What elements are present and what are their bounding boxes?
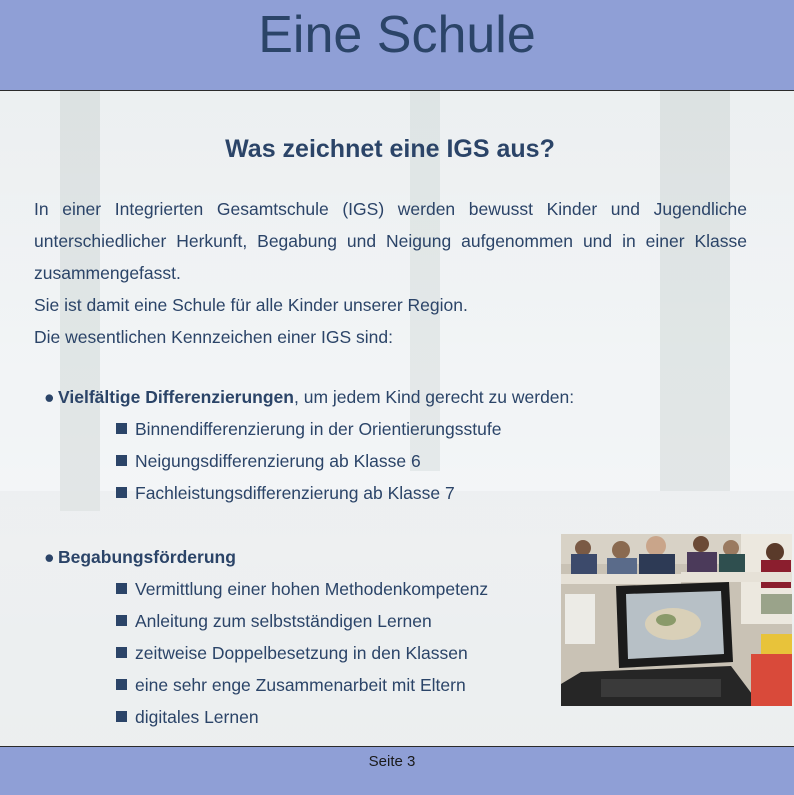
list-item-text: Neigungsdifferenzierung ab Klasse 6	[135, 451, 421, 471]
list-item	[116, 701, 259, 733]
list-item-text: eine sehr enge Zusammenarbeit mit Eltern	[135, 675, 466, 695]
bullet-item	[44, 541, 236, 573]
classroom-photo-drawing	[561, 534, 792, 706]
list-item	[116, 669, 466, 701]
bullet-title: Vielfältige Differenzierungen	[58, 387, 294, 407]
list-item-text: Vermittlung einer hohen Methodenkompetenz	[135, 579, 489, 599]
square-bullet-icon	[116, 487, 127, 498]
header-band	[0, 0, 794, 91]
list-item	[116, 445, 421, 477]
list-item	[116, 477, 455, 509]
list-item-text: zeitweise Doppelbesetzung in den Klassen	[135, 643, 468, 663]
intro-paragraph: In einer Integrierten Gesamtschule (IGS) werden bewusst Kinder und Jugendliche unterschiedlicher Herkunft, Begabung und Neigung aufgenommen und in einer Klasse zusammengefasst.	[34, 199, 747, 283]
page-number: Seite 3	[368, 753, 416, 770]
square-bullet-icon	[116, 647, 127, 658]
footer-band	[0, 746, 794, 795]
bullet-dot: ●	[44, 547, 55, 567]
list-item-text: Binnendifferenzierung in der Orientierungsstufe	[135, 419, 502, 439]
bullet-title: Begabungsförderung	[58, 547, 236, 567]
section-heading: Was zeichnet eine IGS aus?	[225, 135, 555, 163]
bullet-dot: ●	[44, 387, 55, 407]
bullet-suffix: , um jedem Kind gerecht zu werden:	[293, 387, 575, 407]
intro-text	[34, 193, 747, 353]
square-bullet-icon	[116, 711, 127, 722]
intro-paragraph: Die wesentlichen Kennzeichen einer IGS sind:	[34, 327, 393, 347]
bullet-item	[44, 381, 574, 413]
square-bullet-icon	[116, 679, 127, 690]
list-item	[116, 413, 501, 445]
page-title: Eine Schule	[258, 6, 536, 64]
list-item-text: digitales Lernen	[135, 707, 259, 727]
list-item	[116, 573, 488, 605]
square-bullet-icon	[116, 615, 127, 626]
content-area	[0, 91, 794, 746]
intro-paragraph: Sie ist damit eine Schule für alle Kinder unserer Region.	[34, 295, 468, 315]
list-item-text: Anleitung zum selbstständigen Lernen	[135, 611, 432, 631]
list-item	[116, 605, 432, 637]
list-item	[116, 637, 468, 669]
square-bullet-icon	[116, 423, 127, 434]
square-bullet-icon	[116, 455, 127, 466]
list-item-text: Fachleistungsdifferenzierung ab Klasse 7	[135, 483, 455, 503]
square-bullet-icon	[116, 583, 127, 594]
classroom-photo	[561, 534, 792, 706]
